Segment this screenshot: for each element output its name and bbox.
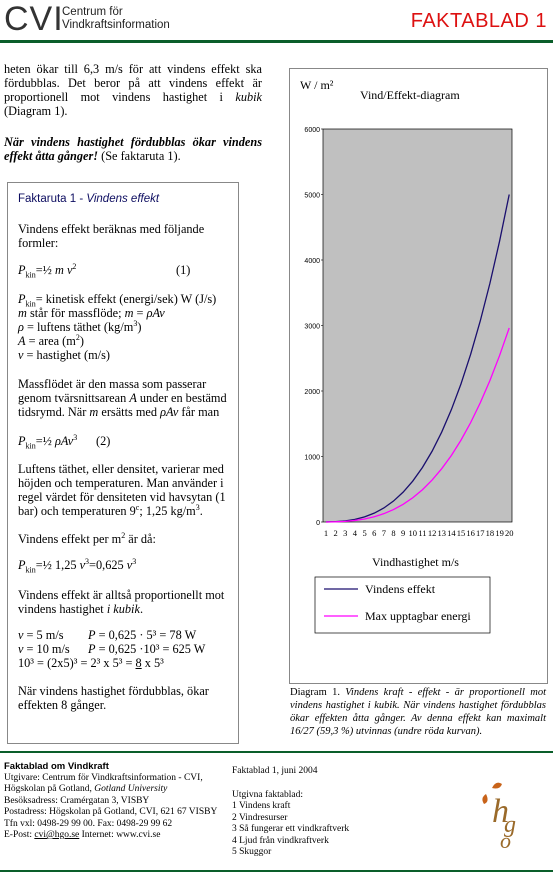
footer-visit-address: Besöksadress: Cramérgatan 3, VISBY — [4, 795, 150, 806]
footer-item-3: 3 Så fungerar ett vindkraftverk — [232, 824, 350, 834]
hgo-logo-icon — [478, 778, 534, 850]
example-3 — [18, 656, 230, 670]
x-tick-label: 6 — [372, 528, 377, 538]
definition-m: m står för massflöde; m = ρAv — [18, 306, 165, 320]
definitions — [18, 292, 230, 362]
factbox-conclusion: När vindens hastighet fördubblas, ökar effekten 8 gånger. — [18, 684, 209, 712]
plot-area — [323, 129, 512, 522]
x-tick-label: 3 — [343, 528, 348, 538]
x-tick-label: 19 — [495, 528, 504, 538]
y-tick-label: 4000 — [304, 258, 320, 265]
per-m2-b: är då: — [125, 532, 156, 546]
chart-caption — [290, 686, 546, 738]
y-tick-label: 5000 — [304, 192, 320, 200]
doc-type-label: FAKTABLAD 1 — [410, 10, 547, 32]
y-tick-label: 1000 — [304, 454, 320, 462]
footer-title: Faktablad om Vindkraft — [4, 761, 109, 772]
footer-factsheet-list — [232, 766, 382, 859]
x-tick-label: 17 — [476, 528, 485, 538]
footer-university-a: Högskolan på Gotland, — [4, 784, 95, 794]
y-axis-ticks — [304, 127, 323, 527]
x-tick-label: 4 — [352, 528, 358, 538]
definition-rho: ρ = luftens täthet $(kg/m^3)$ — [18, 318, 142, 334]
chart-y-label: W / m² — [300, 78, 334, 92]
caption-label: Diagram 1. — [290, 687, 346, 698]
x-tick-label: 1 — [323, 528, 329, 538]
legend-label: Max upptagbar energi — [365, 609, 471, 623]
x-tick-label: 14 — [447, 528, 456, 538]
mass-flow-text: Massflödet är den massa som passerar genom tvärsnittsarean A under en bestämd tidsrymd. När m ersätts med ρAv får man — [18, 377, 227, 419]
mass-text-d: får man — [178, 405, 220, 419]
prop-kubik: i kubik — [106, 602, 140, 616]
factbox-intro: Vindens effekt beräknas med följande formler: — [18, 222, 205, 250]
x-tick-label: 11 — [418, 528, 427, 538]
formula-2-number: (2) — [96, 434, 111, 448]
footer-university — [4, 784, 234, 796]
example-2: v = 10 m/s P = 0,625 ·10³ = 625 W — [18, 642, 206, 656]
proportional-text: Vindens effekt är alltså proportionellt mot vindens hastighet i kubik. — [18, 588, 225, 616]
x-tick-label: 18 — [485, 528, 495, 538]
chart-title: Vind/Effekt-diagram — [360, 88, 460, 102]
per-m2-a: Vindens effekt per m — [18, 532, 122, 546]
footer-divider-bottom — [0, 870, 553, 872]
definition-v-text: = hastighet (m/s) — [26, 348, 110, 362]
header-divider — [0, 40, 553, 43]
legend-label: Vindens effekt — [365, 582, 436, 596]
caption-text: Vindens kraft - effekt - är proportionell mot vindens hastighet i kubik. När vindens hastighet fördubblas ökar effekten åtta gånger. Av denna effekt kan maximalt 16/27 (59,3 %) utvinnas (undre röda kurvan). — [290, 687, 546, 737]
x-tick-label: 13 — [437, 528, 446, 538]
chart-x-label: Vindhastighet m/s — [372, 555, 459, 569]
email-link[interactable]: cvi@hgo.se — [34, 830, 80, 840]
formula-3-a: =½ 1,25 — [35, 558, 80, 572]
x-tick-label: 20 — [504, 528, 514, 538]
factbox-title-a: Faktaruta 1 - — [18, 193, 87, 205]
footer-publisher-info — [4, 761, 234, 842]
x-tick-label: 12 — [427, 528, 437, 538]
factbox-title — [18, 192, 230, 206]
para2-ref: (Se faktaruta 1). — [98, 149, 181, 163]
example-1-p: = 0,625 · 5³ = 78 W — [98, 628, 197, 642]
footer-date: Faktablad 1, juni 2004 — [232, 766, 318, 776]
y-tick-label: 0 — [316, 520, 320, 527]
mass-text-b: under en bestämd tidsrymd. När — [18, 391, 227, 419]
formula-2: $P_{kin}=\frac{1}{2}$ ρAv$^3$ (2) — [18, 432, 111, 451]
y-tick-label: 6000 — [304, 127, 320, 134]
body-paragraph-1 — [4, 62, 262, 118]
example-3-a: 10³ = (2x5)³ = 2³ x 5³ = — [18, 656, 136, 670]
x-tick-label: 5 — [362, 528, 367, 538]
definition-p-text: = kinetisk effekt (energi/sek) W (J/s) — [35, 292, 217, 306]
per-m2-text: Vindens effekt per $m^2$ är då: — [18, 530, 156, 546]
definition-m-text: står för massflöde; — [29, 306, 122, 320]
formula-1: $P_{kin}=\frac{1}{2}$ m $v^2$ (1) — [18, 261, 191, 280]
footer-email-label: E-Post: — [4, 830, 35, 840]
x-axis-ticks — [324, 528, 514, 538]
footer-item-5: 5 Skuggor — [232, 847, 272, 857]
body-paragraph-2 — [4, 135, 262, 163]
definition-v: v = hastighet (m/s) — [18, 348, 110, 362]
formula-3-b: =0,625 — [89, 558, 127, 572]
footer-university-b: Gotland University — [94, 784, 168, 794]
footer-phone: Tfn vxl: 0498-29 99 00. Fax: 0498-29 99 62 — [4, 818, 173, 829]
formula-3: $P_{kin}=\frac{1}{2}$ 1,25 $v^3=0,625$ $v^3$ — [18, 556, 137, 575]
footer-publisher: Utgivare: Centrum för Vindkraftsinformation - CVI, — [4, 772, 203, 783]
footer-list-title: Utgivna faktablad: — [232, 789, 303, 800]
footer-divider-top — [0, 751, 553, 753]
x-tick-label: 10 — [408, 528, 418, 538]
footer-email — [4, 830, 234, 842]
footer-item-4: 4 Ljud från vindkraftverk — [232, 835, 329, 846]
x-tick-label: 16 — [466, 528, 475, 538]
examples — [18, 628, 230, 670]
footer-item-2: 2 Vindresurser — [232, 812, 288, 823]
footer-postal-address: Postadress: Högskolan på Gotland, CVI, 621 67 VISBY — [4, 807, 218, 817]
y-tick-label: 3000 — [304, 323, 320, 331]
logo-line-2: Vindkraftsinformation — [62, 19, 170, 31]
formula-1-number: (1) — [176, 263, 191, 277]
svg-text:g: g — [504, 812, 516, 838]
density-text-a: Luftens täthet, eller densitet, varierar med höjden och temperaturen. Man använder i regel värdet för densiteten vid havsytan (1 bar) och temperaturen 9 — [18, 462, 226, 518]
logo-line-1: Centrum för — [62, 6, 123, 18]
x-tick-label: 9 — [401, 528, 406, 538]
x-tick-label: 2 — [333, 528, 338, 538]
logo-subtitle — [62, 6, 170, 32]
para1-text-b: (Diagram 1). — [4, 104, 68, 118]
definition-a: A = area $(m^2)$ — [18, 332, 84, 348]
svg-text:o: o — [500, 828, 511, 850]
cvi-logo: CVI — [4, 0, 64, 38]
x-tick-label: 8 — [391, 528, 396, 538]
definition-p: $P_{kin}=$ kinetisk effekt (energi/sek) W (J/s) — [18, 292, 217, 309]
example-3-eight: 8 — [135, 656, 142, 670]
para1-kubik: kubik — [235, 90, 262, 104]
mass-text-c: ersätts med — [98, 405, 161, 419]
example-1: v = 5 m/s P = 0,625 · 5³ = 78 W — [18, 628, 197, 642]
x-tick-label: 15 — [456, 528, 466, 538]
definition-a-text: = area (m — [28, 334, 76, 348]
footer-item-1: 1 Vindens kraft — [232, 801, 291, 811]
factbox-title-b: Vindens effekt — [86, 193, 160, 205]
wind-power-chart — [290, 69, 545, 681]
density-text: Luftens täthet, eller densitet, varierar med höjden och temperaturen. Man använder i regel värdet för densiteten vid havsytan (1 bar) och temperaturen 9$^c$; 1,25 $kg/m^3$. — [18, 462, 226, 518]
svg-text:h: h — [492, 793, 509, 830]
prop-text: Vindens effekt är alltså proportionellt mot vindens hastighet — [18, 588, 225, 616]
footer-internet: Internet: www.cvi.se — [79, 830, 161, 840]
para2-emphasis: När vindens hastighet fördubblas ökar vindens effekt åtta gånger! — [4, 135, 262, 163]
example-3-b: x 5³ — [141, 656, 164, 670]
example-1-v: = 5 m/s — [26, 628, 64, 642]
example-2-v: = 10 m/s — [26, 642, 70, 656]
example-2-p: = 0,625 ·10³ = 625 W — [98, 642, 206, 656]
density-text-b: ; 1,25 kg/m — [139, 504, 196, 518]
x-tick-label: 7 — [381, 528, 386, 538]
definition-rho-text: = luftens täthet (kg/m — [26, 320, 134, 334]
mass-text-a: Massflödet är den massa som passerar genom tvärsnittsarean — [18, 377, 207, 405]
y-tick-label: 2000 — [304, 389, 320, 396]
para1-text-a: heten ökar till 6,3 m/s för att vindens effekt ska fördubblas. Det beror på att vindens effekt är proportionell mot vindens hastighet i — [4, 62, 262, 104]
